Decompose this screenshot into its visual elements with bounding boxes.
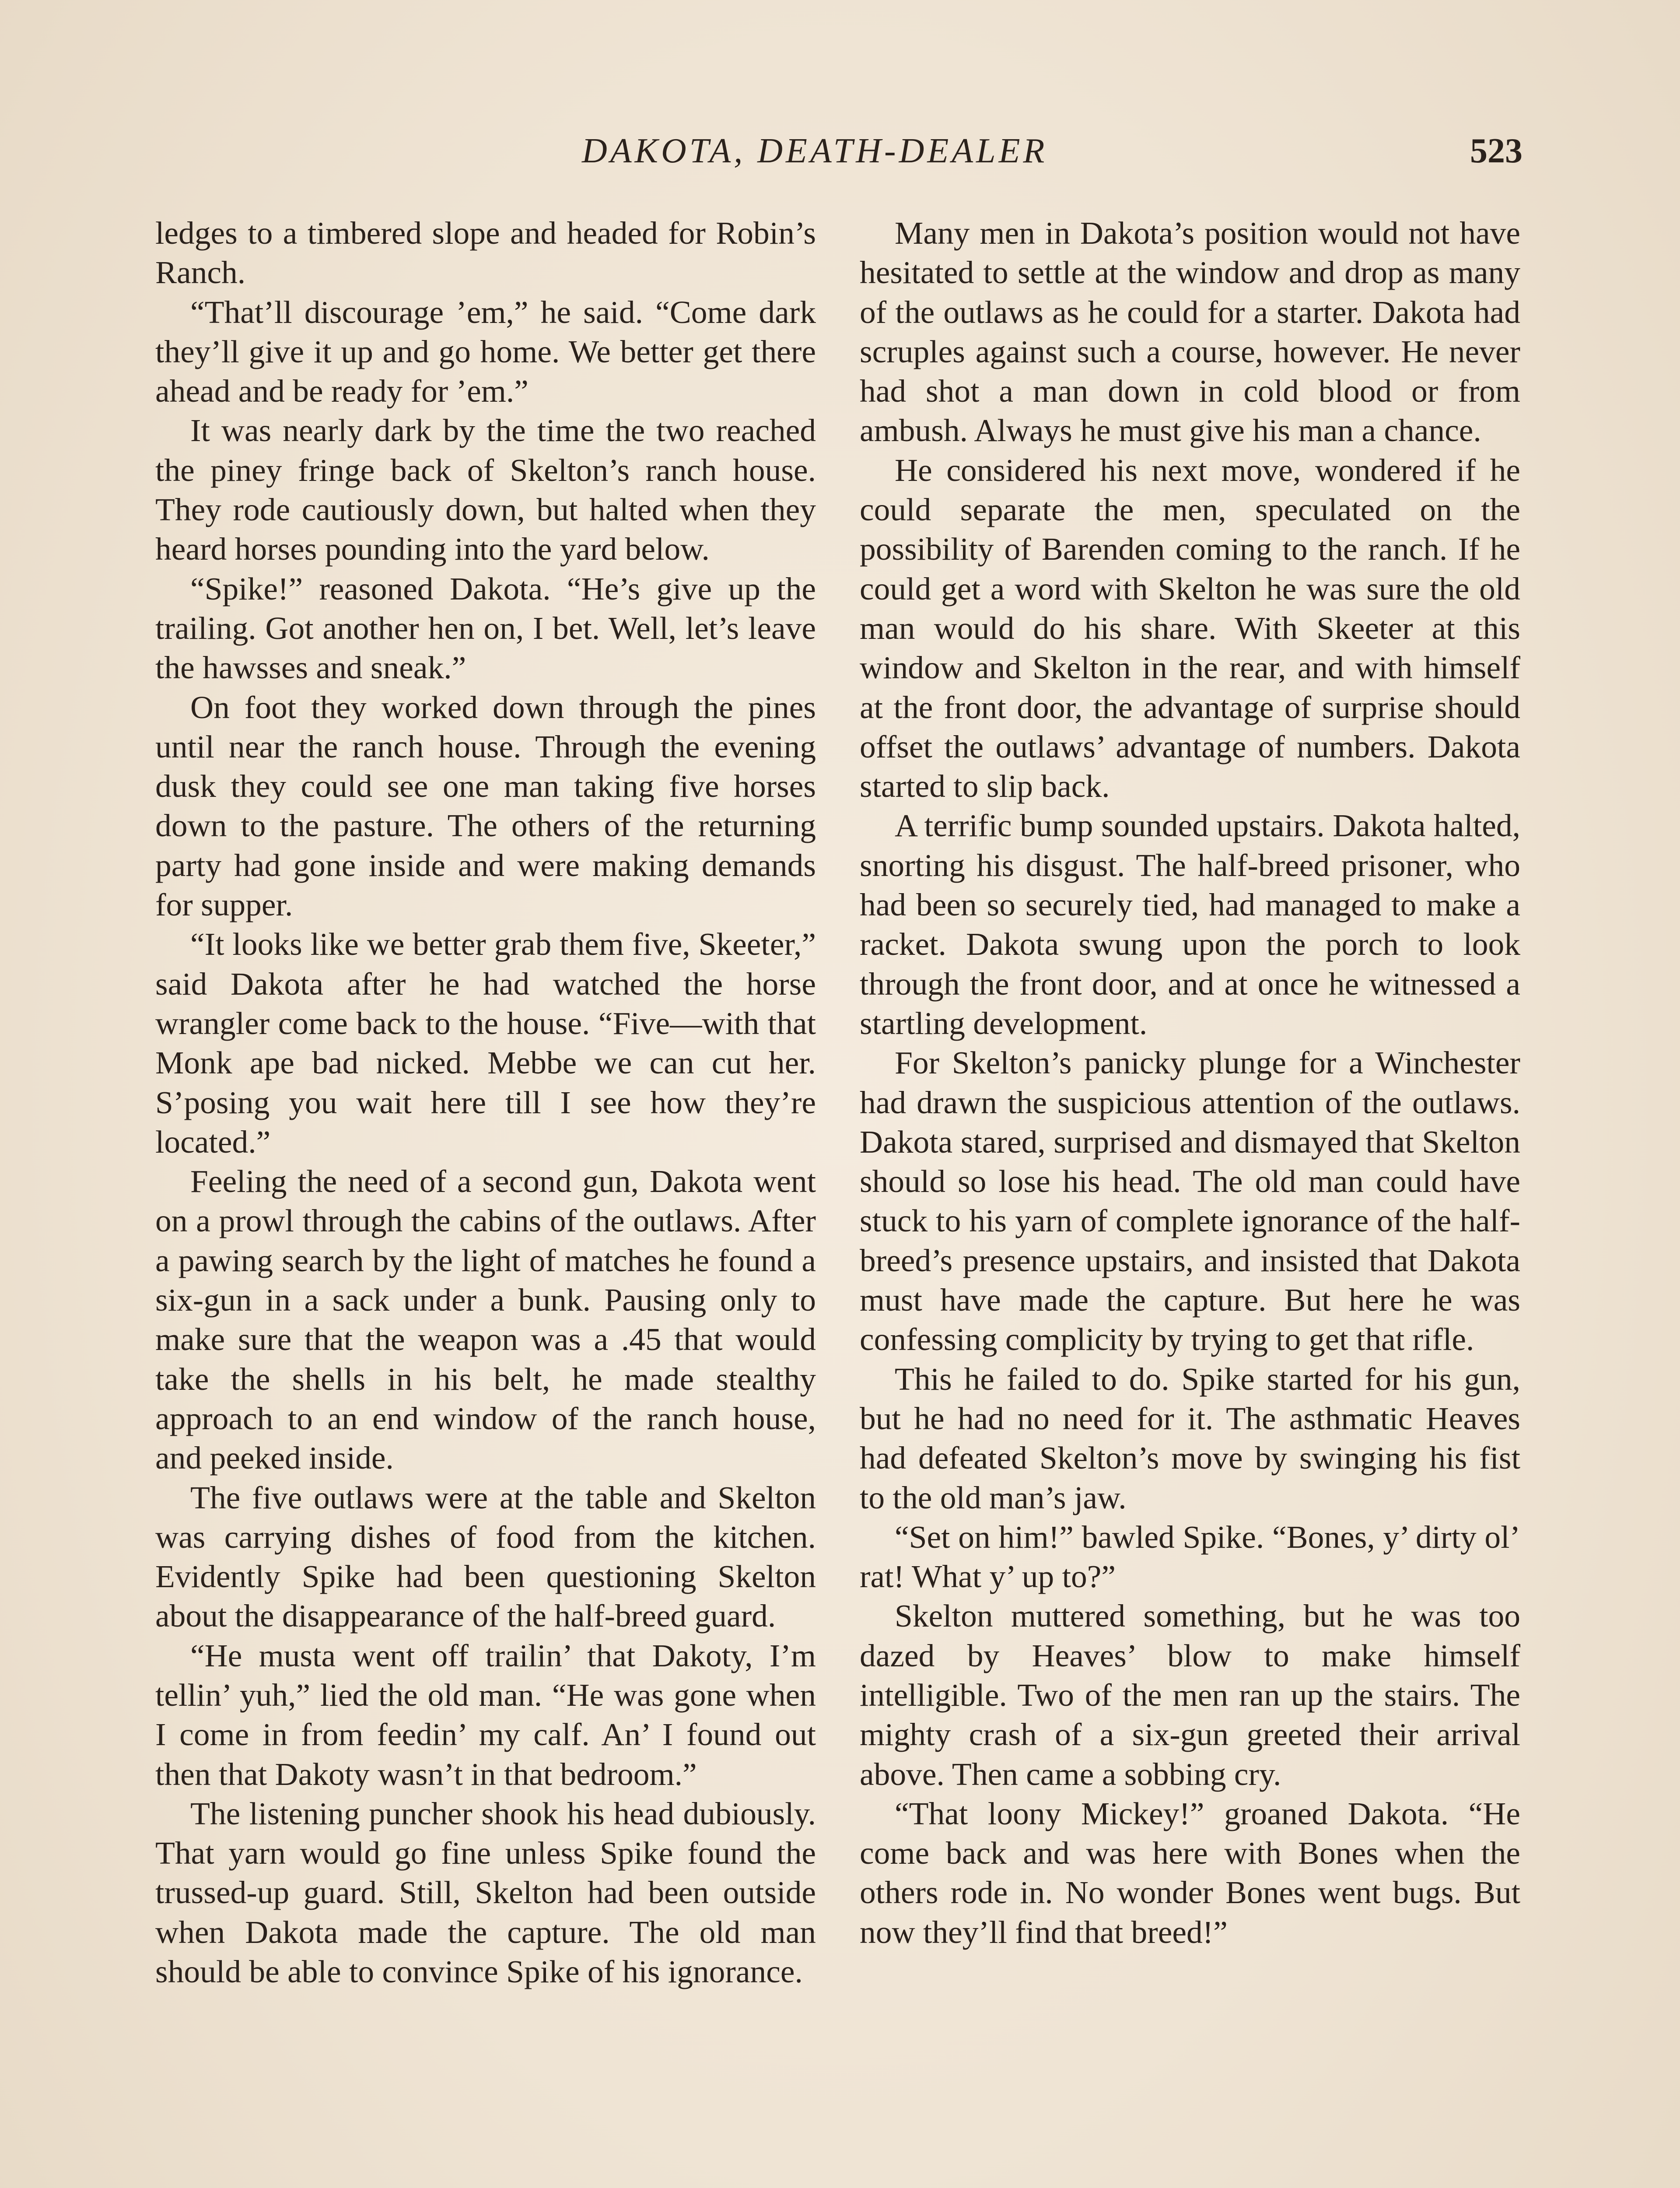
paragraph: A terrific bump sounded upstairs. Dakota halted, snorting his disgust. The half-breed prisoner, who had been so securely tied, had managed to make a racket. Dakota swung upon the porch to look through the front door, and at once he witnessed a startling development. <box>860 808 1520 1041</box>
running-title: DAKOTA, DEATH-DEALER <box>582 132 1048 170</box>
paragraph: Skelton muttered something, but he was too dazed by Heaves’ blow to make himself intelligible. Two of the men ran up the stairs. The mighty crash of a six-gun greeted their arrival above. Then came a sobbing cry. <box>860 1598 1520 1792</box>
paragraph: The five outlaws were at the table and Skelton was carrying dishes of food from the kitchen. Evidently Spike had been questioning Skelton about the disappearance of the half-breed guard. <box>155 1480 816 1634</box>
page-header <box>0 127 1680 175</box>
paragraph: “That loony Mickey!” groaned Dakota. “He come back and was here with Bones when the others rode in. No wonder Bones went bugs. But now they’ll find that breed!” <box>860 1795 1520 1950</box>
paragraph: Feeling the need of a second gun, Dakota went on a prowl through the cabins of the outlaws. After a pawing search by the light of matches he found a six-gun in a sack under a bunk. Pausing only to make sure that the weapon was a .45 that would take the shells in his belt, he made stealthy approach to an end window of the ranch house, and peeked inside. <box>155 1164 816 1476</box>
paragraph: The listening puncher shook his head dubiously. That yarn would go fine unless Spike found the trussed-up guard. Still, Skelton had been outside when Dakota made the capture. The old man should be able to convince Spike of his ignorance. <box>155 1795 816 1990</box>
page-number: 523 <box>1470 132 1522 170</box>
paragraph: On foot they worked down through the pines until near the ranch house. Through the evening dusk they could see one man taking five horses down to the pasture. The others of the returning party had gone inside and were making demands for supper. <box>155 689 816 923</box>
paragraph: “It looks like we better grab them five, Skeeter,” said Dakota after he had watched the horse wrangler come back to the house. “Five—with that Monk ape bad nicked. Mebbe we can cut her. S’posing you wait here till I see how they’re located.” <box>155 926 816 1160</box>
paragraph: This he failed to do. Spike started for his gun, but he had no need for it. The asthmatic Heaves had defeated Skelton’s move by swinging his fist to the old man’s jaw. <box>860 1361 1520 1515</box>
paragraph: ledges to a timbered slope and headed for Robin’s Ranch. <box>155 215 816 291</box>
paragraph: Many men in Dakota’s position would not have hesitated to settle at the window and drop as many of the outlaws as he could for a starter. Dakota had scruples against such a course, however. He never had shot a man down in cold blood or from ambush. Always he must give his man a chance. <box>860 215 1520 449</box>
right-column <box>860 214 1520 1952</box>
paragraph: “He musta went off trailin’ that Dakoty, I’m tellin’ yuh,” lied the old man. “He was gone when I come in from feedin’ my calf. An’ I found out then that Dakoty wasn’t in that bedroom.” <box>155 1637 816 1792</box>
paragraph: “That’ll discourage ’em,” he said. “Come dark they’ll give it up and go home. We better get there ahead and be ready for ’em.” <box>155 294 816 409</box>
paragraph: He considered his next move, wondered if he could separate the men, speculated on the possibility of Barenden coming to the ranch. If he could get a word with Skelton he was sure the old man would do his share. With Skeeter at this window and Skelton in the rear, and with himself at the front door, the advantage of surprise should offset the outlaws’ advantage of numbers. Dakota started to slip back. <box>860 452 1520 804</box>
paragraph: It was nearly dark by the time the two reached the piney fringe back of Skelton’s ranch house. They rode cautiously down, but halted when they heard horses pounding into the yard below. <box>155 413 816 567</box>
left-column <box>155 214 816 1992</box>
paragraph: For Skelton’s panicky plunge for a Winchester had drawn the suspicious attention of the outlaws. Dakota stared, surprised and dismayed that Skelton should so lose his head. The old man could have stuck to his yarn of complete ignorance of the half-breed’s presence upstairs, and insisted that Dakota must have made the capture. But here he was confessing complicity by trying to get that rifle. <box>860 1045 1520 1357</box>
paragraph: “Spike!” reasoned Dakota. “He’s give up the trailing. Got another hen on, I bet. Well, let’s leave the hawsses and sneak.” <box>155 571 816 686</box>
paragraph: “Set on him!” bawled Spike. “Bones, y’ dirty ol’ rat! What y’ up to?” <box>860 1519 1520 1595</box>
